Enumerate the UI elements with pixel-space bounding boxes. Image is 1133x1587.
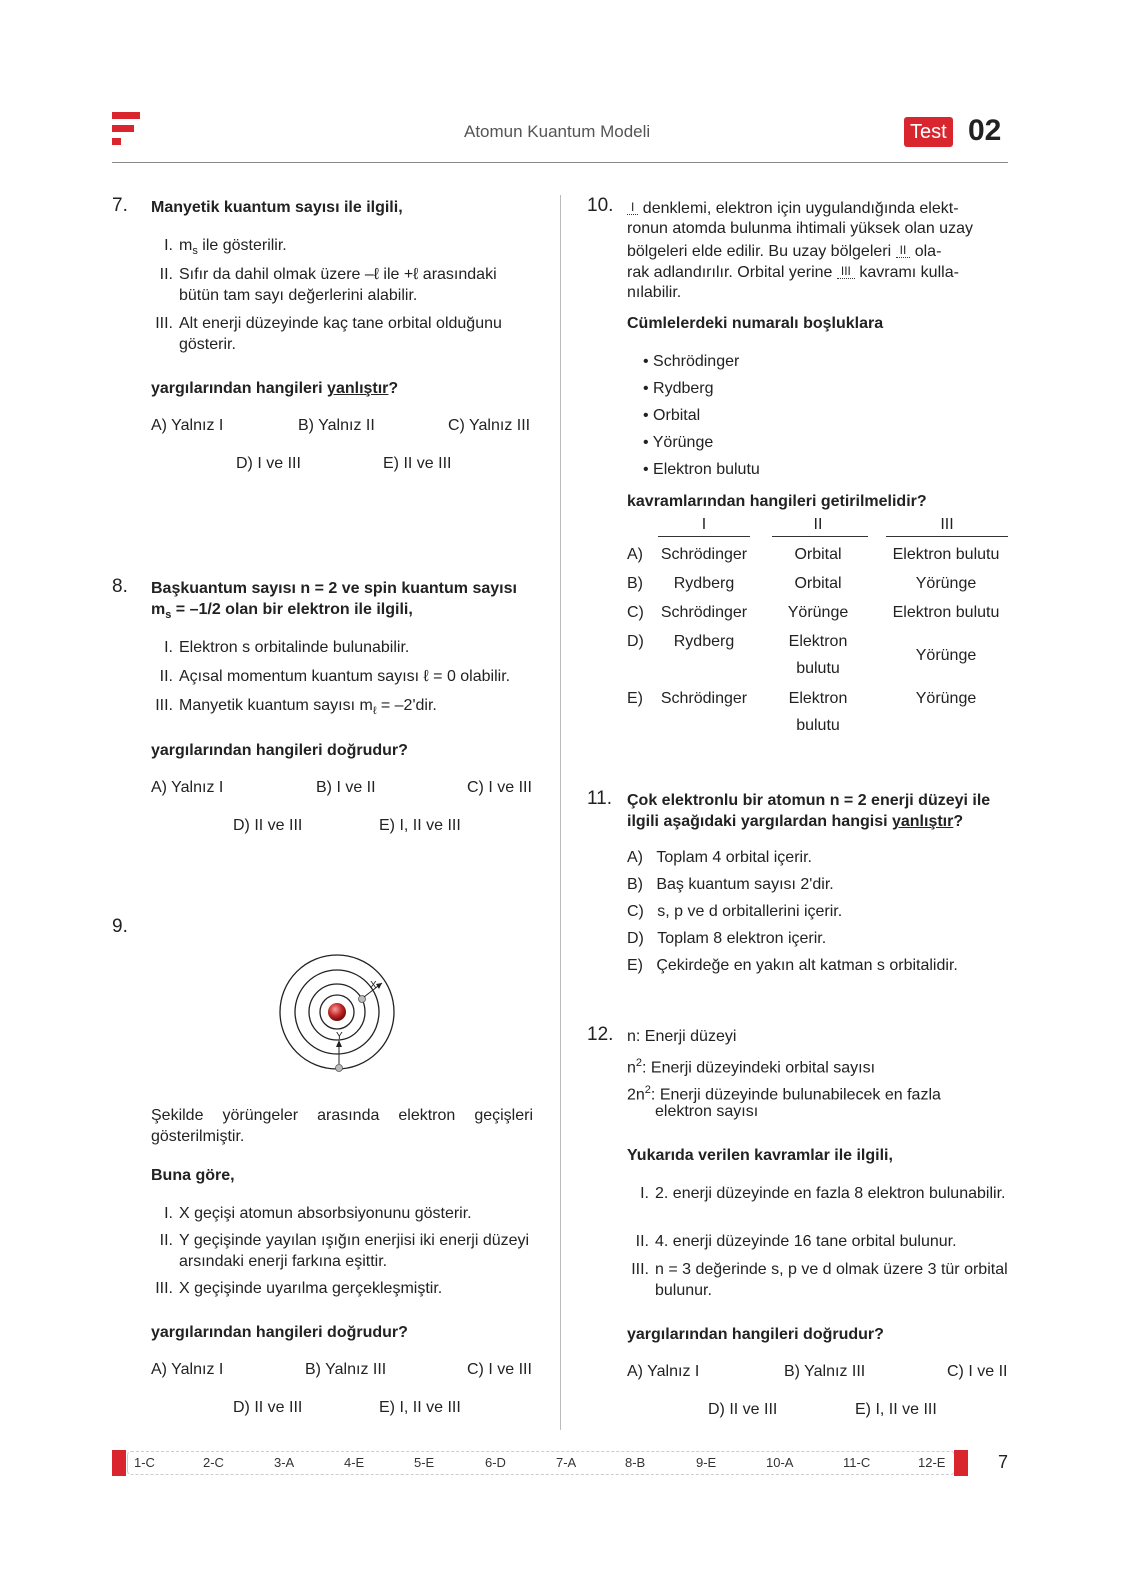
question-ask: yargılarından hangileri doğrudur? xyxy=(151,1324,408,1341)
answer-option[interactable]: A) Toplam 4 orbital içerir. xyxy=(627,849,812,866)
statement-item: III. Manyetik kuantum sayısı $m_\ell = -2'dir$. xyxy=(155,697,437,718)
table-rule xyxy=(658,536,750,537)
answer-key-item: 9-E xyxy=(696,1455,717,1470)
question-stem-line: ronun atomda bulunma ihtimali yüksek olan uzay xyxy=(627,220,973,237)
statement-item: I. X geçişi atomun absorbsiyonunu gösterir. xyxy=(164,1205,472,1222)
answer-option[interactable]: A) Yalnız I xyxy=(151,417,224,434)
answer-option[interactable]: E) I, II ve III xyxy=(855,1401,937,1418)
table-cell: bulutu xyxy=(796,660,840,677)
answer-key-item: 11-C xyxy=(843,1455,871,1470)
statement-item: I. 2. enerji düzeyinde en fazla 8 elektron bulunabilir. xyxy=(640,1185,1006,1202)
column-divider xyxy=(560,195,561,1430)
answer-option[interactable]: B) I ve II xyxy=(316,779,376,796)
answer-option[interactable]: E) I, II ve III xyxy=(379,817,461,834)
page-title: Atomun Kuantum Modeli xyxy=(464,122,651,141)
question-stem: Manyetik kuantum sayısı ile ilgili, xyxy=(151,199,403,216)
table-rule xyxy=(886,536,1008,537)
question-stem-line: I denklemi, elektron için uygulandığında elekt- xyxy=(627,197,959,219)
question-stem: Çok elektronlu bir atomun n = 2 enerji düzeyi ile xyxy=(627,792,991,809)
answer-option[interactable]: D) II ve III xyxy=(708,1401,778,1418)
table-cell: Elektron bulutu xyxy=(892,604,1000,621)
table-cell: Orbital xyxy=(794,575,842,592)
svg-text:X: X xyxy=(370,980,377,991)
question-number: 9. xyxy=(112,916,128,937)
answer-option[interactable]: D) II ve III xyxy=(233,817,303,834)
atom-orbit-diagram xyxy=(278,952,398,1074)
question-ask: yargılarından hangileri yanlıştır? xyxy=(151,380,399,397)
answer-key-item: 12-E xyxy=(918,1455,946,1470)
question-number: 11. xyxy=(587,788,613,809)
statement-item: I. $m_s$ ile gösterilir. xyxy=(164,237,287,258)
table-col-head: III xyxy=(940,516,954,533)
concept-bullet: • Elektron bulutu xyxy=(643,461,760,478)
table-cell: Schrödinger xyxy=(660,604,748,621)
question-lead: Cümlelerdeki numaralı boşluklara xyxy=(627,315,884,332)
answer-option[interactable]: E) I, II ve III xyxy=(379,1399,461,1416)
publisher-logo xyxy=(112,112,142,152)
definition-line: elektron sayısı xyxy=(655,1103,759,1120)
answer-key-bar xyxy=(112,1450,970,1476)
page-number: 7 xyxy=(998,1452,1009,1472)
concept-bullet: • Yörünge xyxy=(643,434,714,451)
answer-key-item: 2-C xyxy=(203,1455,224,1470)
question-number: 10. xyxy=(587,195,614,216)
answer-option[interactable]: B) Baş kuantum sayısı 2'dir. xyxy=(627,876,834,893)
answer-option[interactable]: A) Yalnız I xyxy=(627,1363,700,1380)
answer-option[interactable]: D) Toplam 8 elektron içerir. xyxy=(627,930,827,947)
answer-option[interactable]: A) Yalnız I xyxy=(151,779,224,796)
answer-option[interactable]: C) I ve II xyxy=(947,1363,1008,1380)
definition-line: $2n^2$: Enerji düzeyinde bulunabilecek en fazla xyxy=(627,1084,941,1104)
definition-line: $n^2$: Enerji düzeyindeki orbital sayısı xyxy=(627,1057,876,1077)
table-cell: Elektron bulutu xyxy=(892,546,1000,563)
question-stem-line: rak adlandırılır. Orbital yerine III kavramı kulla- xyxy=(627,264,959,281)
answer-option[interactable]: E) Çekirdeğe en yakın alt katman s orbitalidir. xyxy=(627,957,958,974)
answer-option[interactable]: A) xyxy=(627,546,643,563)
question-stem: $m_s = -1/2$ olan bir elektron ile ilgili, xyxy=(151,601,413,622)
question-description: Şekilde yörüngeler arasında elektron geçişleri gösterilmiştir. xyxy=(151,1107,533,1145)
table-cell: Schrödinger xyxy=(660,690,748,707)
question-number: 7. xyxy=(112,195,128,216)
table-cell: Yörünge xyxy=(915,690,977,707)
answer-key-marker xyxy=(112,1450,126,1476)
table-rule xyxy=(772,536,868,537)
answer-key-item: 5-E xyxy=(414,1455,435,1470)
table-cell: Rydberg xyxy=(673,575,735,592)
question-ask: yargılarından hangileri doğrudur? xyxy=(627,1326,884,1343)
concept-bullet: • Orbital xyxy=(643,407,701,424)
statement-item: II. Y geçişinde yayılan ışığın enerjisi iki enerji düzeyi arsındaki enerji farkına eşittir. xyxy=(159,1232,530,1270)
table-col-head: I xyxy=(701,516,707,533)
statement-item: II. Açısal momentum kuantum sayısı ℓ = 0 olabilir. xyxy=(159,668,511,685)
answer-option[interactable]: D) I ve III xyxy=(236,455,301,472)
answer-option[interactable]: D) II ve III xyxy=(233,1399,303,1416)
statement-item: II. Sıfır da dahil olmak üzere –ℓ ile +ℓ arasındaki bütün tam sayı değerlerini alabilir. xyxy=(159,266,497,304)
answer-option[interactable]: E) II ve III xyxy=(383,455,452,472)
answer-option[interactable]: C) s, p ve d orbitallerini içerir. xyxy=(627,903,843,920)
answer-option[interactable]: C) I ve III xyxy=(467,1361,532,1378)
definition-line: n: Enerji düzeyi xyxy=(627,1028,737,1045)
answer-option[interactable]: C) xyxy=(627,604,644,621)
table-cell: Yörünge xyxy=(915,575,977,592)
header-divider xyxy=(112,162,1008,163)
table-cell: bulutu xyxy=(796,717,840,734)
answer-option[interactable]: B) Yalnız III xyxy=(784,1363,866,1380)
answer-key-item: 3-A xyxy=(274,1455,295,1470)
question-lead: Yukarıda verilen kavramlar ile ilgili, xyxy=(627,1147,893,1164)
table-col-head: II xyxy=(813,516,823,533)
answer-option[interactable]: E) xyxy=(627,690,643,707)
statement-item: III. Alt enerji düzeyinde kaç tane orbital olduğunu gösterir. xyxy=(155,315,502,353)
blank-3: III xyxy=(837,264,855,279)
test-badge: Test xyxy=(904,117,953,147)
table-cell: Schrödinger xyxy=(660,546,748,563)
answer-option[interactable]: C) Yalnız III xyxy=(448,417,531,434)
answer-key-item: 8-B xyxy=(625,1455,646,1470)
statement-item: II. 4. enerji düzeyinde 16 tane orbital bulunur. xyxy=(635,1233,957,1250)
table-cell: Elektron xyxy=(788,690,848,707)
question-ask: kavramlarından hangileri getirilmelidir? xyxy=(627,493,927,510)
question-stem-line: nılabilir. xyxy=(627,284,682,301)
question-number: 8. xyxy=(112,576,128,597)
statement-item: III. n = 3 değerinde s, p ve d olmak üzere 3 tür orbital bulunur. xyxy=(631,1261,1008,1299)
blank-2: II xyxy=(896,243,911,258)
blank-1: I xyxy=(627,200,638,215)
table-cell: Rydberg xyxy=(673,633,735,650)
answer-key-marker xyxy=(954,1450,968,1476)
question-stem: ilgili aşağıdaki yargılardan hangisi yanlıştır? xyxy=(627,813,964,830)
answer-key-item: 1-C xyxy=(134,1455,155,1470)
answer-option[interactable]: A) Yalnız I xyxy=(151,1361,224,1378)
question-stem-line: bölgeleri elde edilir. Bu uzay bölgeleri II ola- xyxy=(627,243,942,260)
answer-option[interactable]: B) xyxy=(627,575,643,592)
concept-bullet: • Schrödinger xyxy=(643,353,740,370)
answer-key-box xyxy=(127,1451,955,1475)
table-cell: Orbital xyxy=(794,546,842,563)
answer-key-item: 10-A xyxy=(766,1455,794,1470)
question-stem: Başkuantum sayısı n = 2 ve spin kuantum sayısı xyxy=(151,580,517,597)
svg-text:Y: Y xyxy=(336,1031,343,1042)
table-cell: Yörünge xyxy=(787,604,849,621)
question-number: 12. xyxy=(587,1024,614,1045)
statement-item: I. Elektron s orbitalinde bulunabilir. xyxy=(164,639,410,656)
answer-option[interactable]: B) Yalnız II xyxy=(298,417,375,434)
question-lead: Buna göre, xyxy=(151,1167,235,1184)
answer-key-item: 4-E xyxy=(344,1455,365,1470)
table-cell: Yörünge xyxy=(915,647,977,664)
answer-key-item: 7-A xyxy=(556,1455,577,1470)
answer-option[interactable]: B) Yalnız III xyxy=(305,1361,387,1378)
answer-option[interactable]: C) I ve III xyxy=(467,779,532,796)
question-ask: yargılarından hangileri doğrudur? xyxy=(151,742,408,759)
test-number: 02 xyxy=(968,114,1002,147)
answer-option[interactable]: D) xyxy=(627,633,644,650)
answer-key-item: 6-D xyxy=(485,1455,506,1470)
concept-bullet: • Rydberg xyxy=(643,380,714,397)
table-cell: Elektron xyxy=(788,633,848,650)
statement-item: III. X geçişinde uyarılma gerçekleşmiştir. xyxy=(155,1280,443,1297)
